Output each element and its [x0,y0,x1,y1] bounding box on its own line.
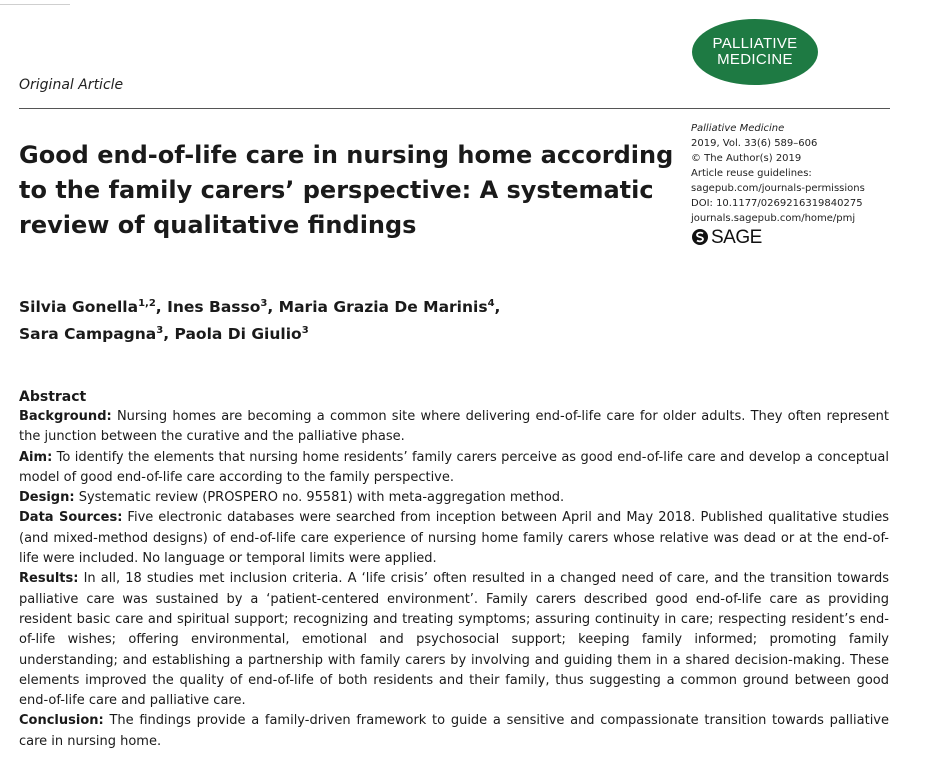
author-affiliation: 1,2 [138,297,156,309]
reuse-link[interactable]: sagepub.com/journals-permissions [691,183,865,194]
article-title: Good end-of-life care in nursing home according to the family carers’ perspective: A systematic review of qualitative findings [19,141,674,239]
logo-line-2: MEDICINE [717,51,793,68]
section-label: Results: [19,571,79,587]
sage-wordmark: SAGE [711,226,762,248]
header-rule [19,108,890,109]
section-label: Conclusion: [19,713,104,729]
abstract [19,387,889,752]
section-text: The findings provide a family-driven framework to guide a sensitive and compassionate transition towards palliative care in nursing home. [19,713,889,749]
author-name: Silvia Gonella [19,298,139,316]
author-affiliation: 3 [156,324,164,336]
journal-info [691,121,891,246]
abstract-aim [19,448,889,489]
abstract-data-sources [19,508,889,569]
author-separator: , [163,325,170,343]
section-text: Five electronic databases were searched from inception between April and May 2018. Published qualitative studies (and mixed-method designs) of end-of-life care experience of nursing home family carers whose relative was dead or at the end-of-life were included. No language or temporal limits were applied. [19,510,889,567]
abstract-background [19,407,889,448]
author-name: Ines Basso [167,298,261,316]
corner-mark [0,0,70,5]
section-label: Background: [19,409,112,424]
author-name: Paola Di Giulio [174,325,302,343]
author-list [19,294,719,348]
author-name: Sara Campagna [19,325,157,343]
section-label: Aim: [19,449,53,465]
author-affiliation: 4 [487,297,495,309]
abstract-conclusion [19,711,889,752]
author-separator: , [494,298,501,316]
article-type: Original Article [19,77,124,93]
journal-name: Palliative Medicine [691,123,785,134]
sage-circle-icon [691,228,709,246]
section-text: In all, 18 studies met inclusion criteria. A ‘life crisis’ often resulted in a changed need of care, and the transition towards palliative care was sustained by a ‘patient-centered environment’. Family carers described good end-of-life care as providing resident basic care and spiritual support; recognizing and treating symptoms; assuring continuity in care; respecting resident’s end-of-life wishes; offering environmental, emotional and psychosocial support; keeping family informed; promoting family understanding; and establishing a partnership with family carers by involving and guiding them in a shared decision-making. These elements improved the quality of end-of-life of both residents and their family, thus suggesting a common ground between good end-of-life care and palliative care. [19,571,889,709]
author-affiliation: 3 [301,324,309,336]
section-label: Data Sources: [19,510,123,526]
reuse-label: Article reuse guidelines: [691,168,812,179]
journal-volume: 2019, Vol. 33(6) 589–606 [691,138,818,149]
copyright: © The Author(s) 2019 [691,153,802,164]
journal-homepage-link[interactable]: journals.sagepub.com/home/pmj [691,213,856,224]
author-separator: , [155,298,162,316]
author-separator: , [267,298,274,316]
sage-logo [691,228,891,246]
author-affiliation: 3 [260,297,268,309]
section-text: Systematic review (PROSPERO no. 95581) with meta-aggregation method. [78,490,565,506]
section-text: To identify the elements that nursing home residents’ family carers perceive as good end-of-life care and develop a conceptual model of good end-of-life care according to the family perspective. [19,449,889,485]
section-text: Nursing homes are becoming a common site where delivering end-of-life care for older adults. They often represent the junction between the curative and the palliative phase. [19,409,890,445]
palliative-medicine-logo [692,19,818,85]
abstract-results [19,569,889,711]
section-label: Design: [19,490,75,506]
doi[interactable]: DOI: 10.1177/0269216319840275 [691,198,863,209]
abstract-heading: Abstract [19,389,87,405]
author-name: Maria Grazia De Marinis [278,298,488,316]
logo-line-1: PALLIATIVE [712,35,798,52]
abstract-design [19,488,889,508]
